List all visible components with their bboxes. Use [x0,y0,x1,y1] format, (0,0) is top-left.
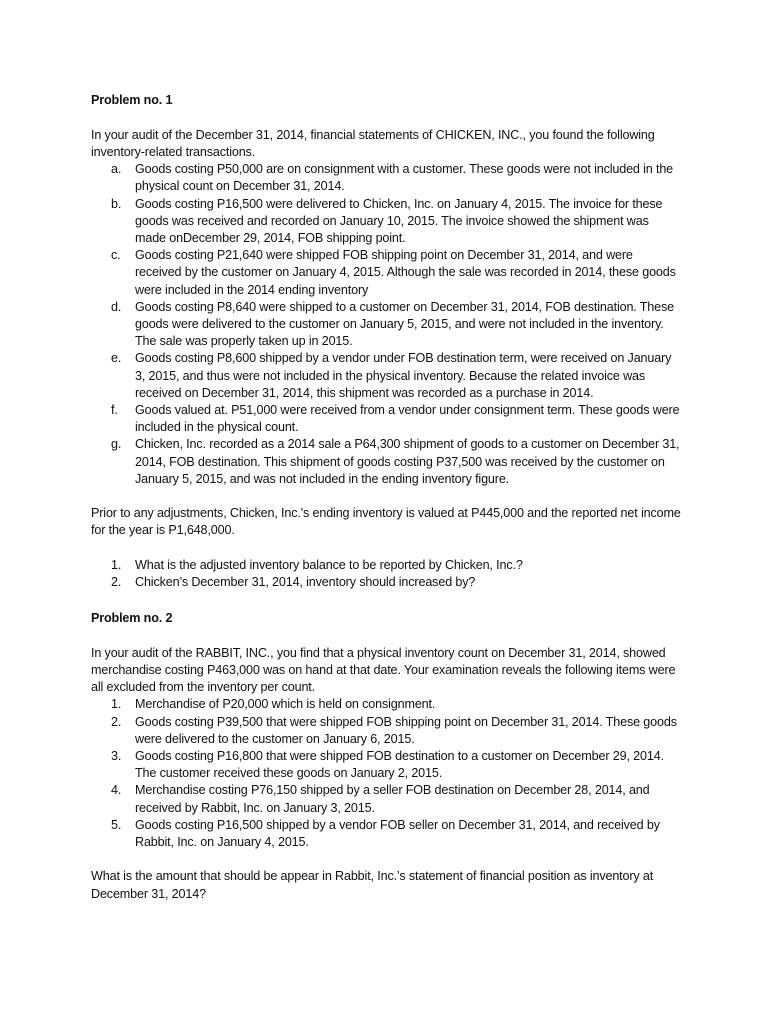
list-marker: b. [111,196,122,211]
list-marker: 2. [111,575,122,590]
list-item [91,161,681,195]
list-item [91,350,681,402]
list-marker: 3. [111,749,122,764]
list-marker: e. [111,351,122,366]
list-item-text: Goods valued at. P51,000 were received from a vendor under consignment term. These goods were included in the physical count. [135,403,680,435]
problem-2-question: What is the amount that should be appear in Rabbit, Inc.’s statement of financial position as inventory at December 31, 2014? [91,869,654,901]
list-marker: 1. [111,697,122,712]
problem-1-question-list [91,557,681,591]
list-item-text: Goods costing P8,600 shipped by a vendor under FOB destination term, were received on January 3, 2015, and thus were not included in the physical inventory. Because the related invoice was received on December 31, 2014, this shipment was recorded as a purchase in 2014. [135,351,672,400]
list-item-text: Goods costing P16,500 shipped by a vendor FOB seller on December 31, 2014, and received by Rabbit, Inc. on January 4, 2015. [135,817,660,850]
list-item-text: Goods costing P50,000 are on consignment with a customer. These goods were not included in the physical count on December 31, 2014. [135,162,674,194]
spacer [91,540,681,557]
list-item-text: Goods costing P16,500 were delivered to Chicken, Inc. on January 4, 2015. The invoice for these goods was received and recorded on January 10, 2015. The invoice showed the shipment was made onDecember 29, 2014, FOB shipping point. [135,196,663,246]
list-item [91,782,681,816]
list-item-text: Goods costing P8,640 were shipped to a customer on December 31, 2014, FOB destination. These goods were delivered to the customer on January 5, 2015, and were not included in the inventory. The sale was properly taken up in 2015. [135,299,675,349]
list-item-text: Merchandise costing P76,150 shipped by a seller FOB destination on December 28, 2014, and received by Rabbit, Inc. on January 3, 2015. [135,783,650,815]
list-marker: c. [111,248,121,263]
problem-1-intro: In your audit of the December 31, 2014, financial statements of CHICKEN, INC., you found the following inventory-related transactions. [91,127,655,159]
list-marker: f. [111,403,118,418]
list-item-text: Goods costing P21,640 were shipped FOB shipping point on December 31, 2014, and were received by the customer on January 4, 2015. Although the sale was recorded in 2014, these goods were included in the 2014 ending inventory [135,248,676,297]
list-marker: 1. [111,557,122,572]
list-item [91,748,681,782]
list-item [91,696,681,713]
problem-1-heading: Problem no. 1 [91,93,173,107]
list-item [91,299,681,351]
question-text: Chicken’s December 31, 2014, inventory should increased by? [135,575,476,590]
list-item [91,714,681,748]
problem-1-transaction-list [91,161,681,488]
list-marker: 5. [111,817,122,832]
document-content [91,92,681,903]
spacer [91,851,681,868]
list-marker: 2. [111,714,122,729]
list-marker: a. [111,162,122,177]
list-item [91,436,681,488]
list-item-text: Goods costing P16,800 that were shipped FOB destination to a customer on December 29, 2014. The customer received these goods on January 2, 2015. [135,749,664,781]
spacer [91,591,681,610]
list-item-text: Goods costing P39,500 that were shipped FOB shipping point on December 31, 2014. These goods were delivered to the customer on January 6, 2015. [135,714,677,746]
list-item [91,196,681,248]
list-marker: d. [111,299,122,314]
list-item [91,402,681,436]
problem-2-intro: In your audit of the RABBIT, INC., you find that a physical inventory count on December 31, 2014, showed merchandise costing P463,000 was on hand at that date. Your examination reveals the following items were all excluded from the inventory per count. [91,645,676,695]
question-item [91,557,681,574]
problem-1-summary: Prior to any adjustments, Chicken, Inc.'s ending inventory is valued at P445,000 and the reported net income for the year is P1,648,000. [91,506,681,538]
problem-2-heading: Problem no. 2 [91,611,173,626]
problem-2-section [91,610,681,903]
list-item [91,247,681,299]
list-item-text: Merchandise of P20,000 which is held on consignment. [135,697,436,712]
list-marker: 4. [111,783,122,798]
question-item [91,574,681,591]
problem-2-item-list [91,696,681,851]
list-item [91,817,681,851]
list-item-text: Chicken, Inc. recorded as a 2014 sale a P64,300 shipment of goods to a customer on December 31, 2014, FOB destination. This shipment of goods costing P37,500 was received by the customer on January 5, 2015, and was not included in the ending inventory figure. [135,437,680,486]
question-text: What is the adjusted inventory balance to be reported by Chicken, Inc.? [135,557,523,572]
list-marker: g. [111,437,122,452]
problem-1-section [91,92,681,591]
spacer [91,488,681,505]
